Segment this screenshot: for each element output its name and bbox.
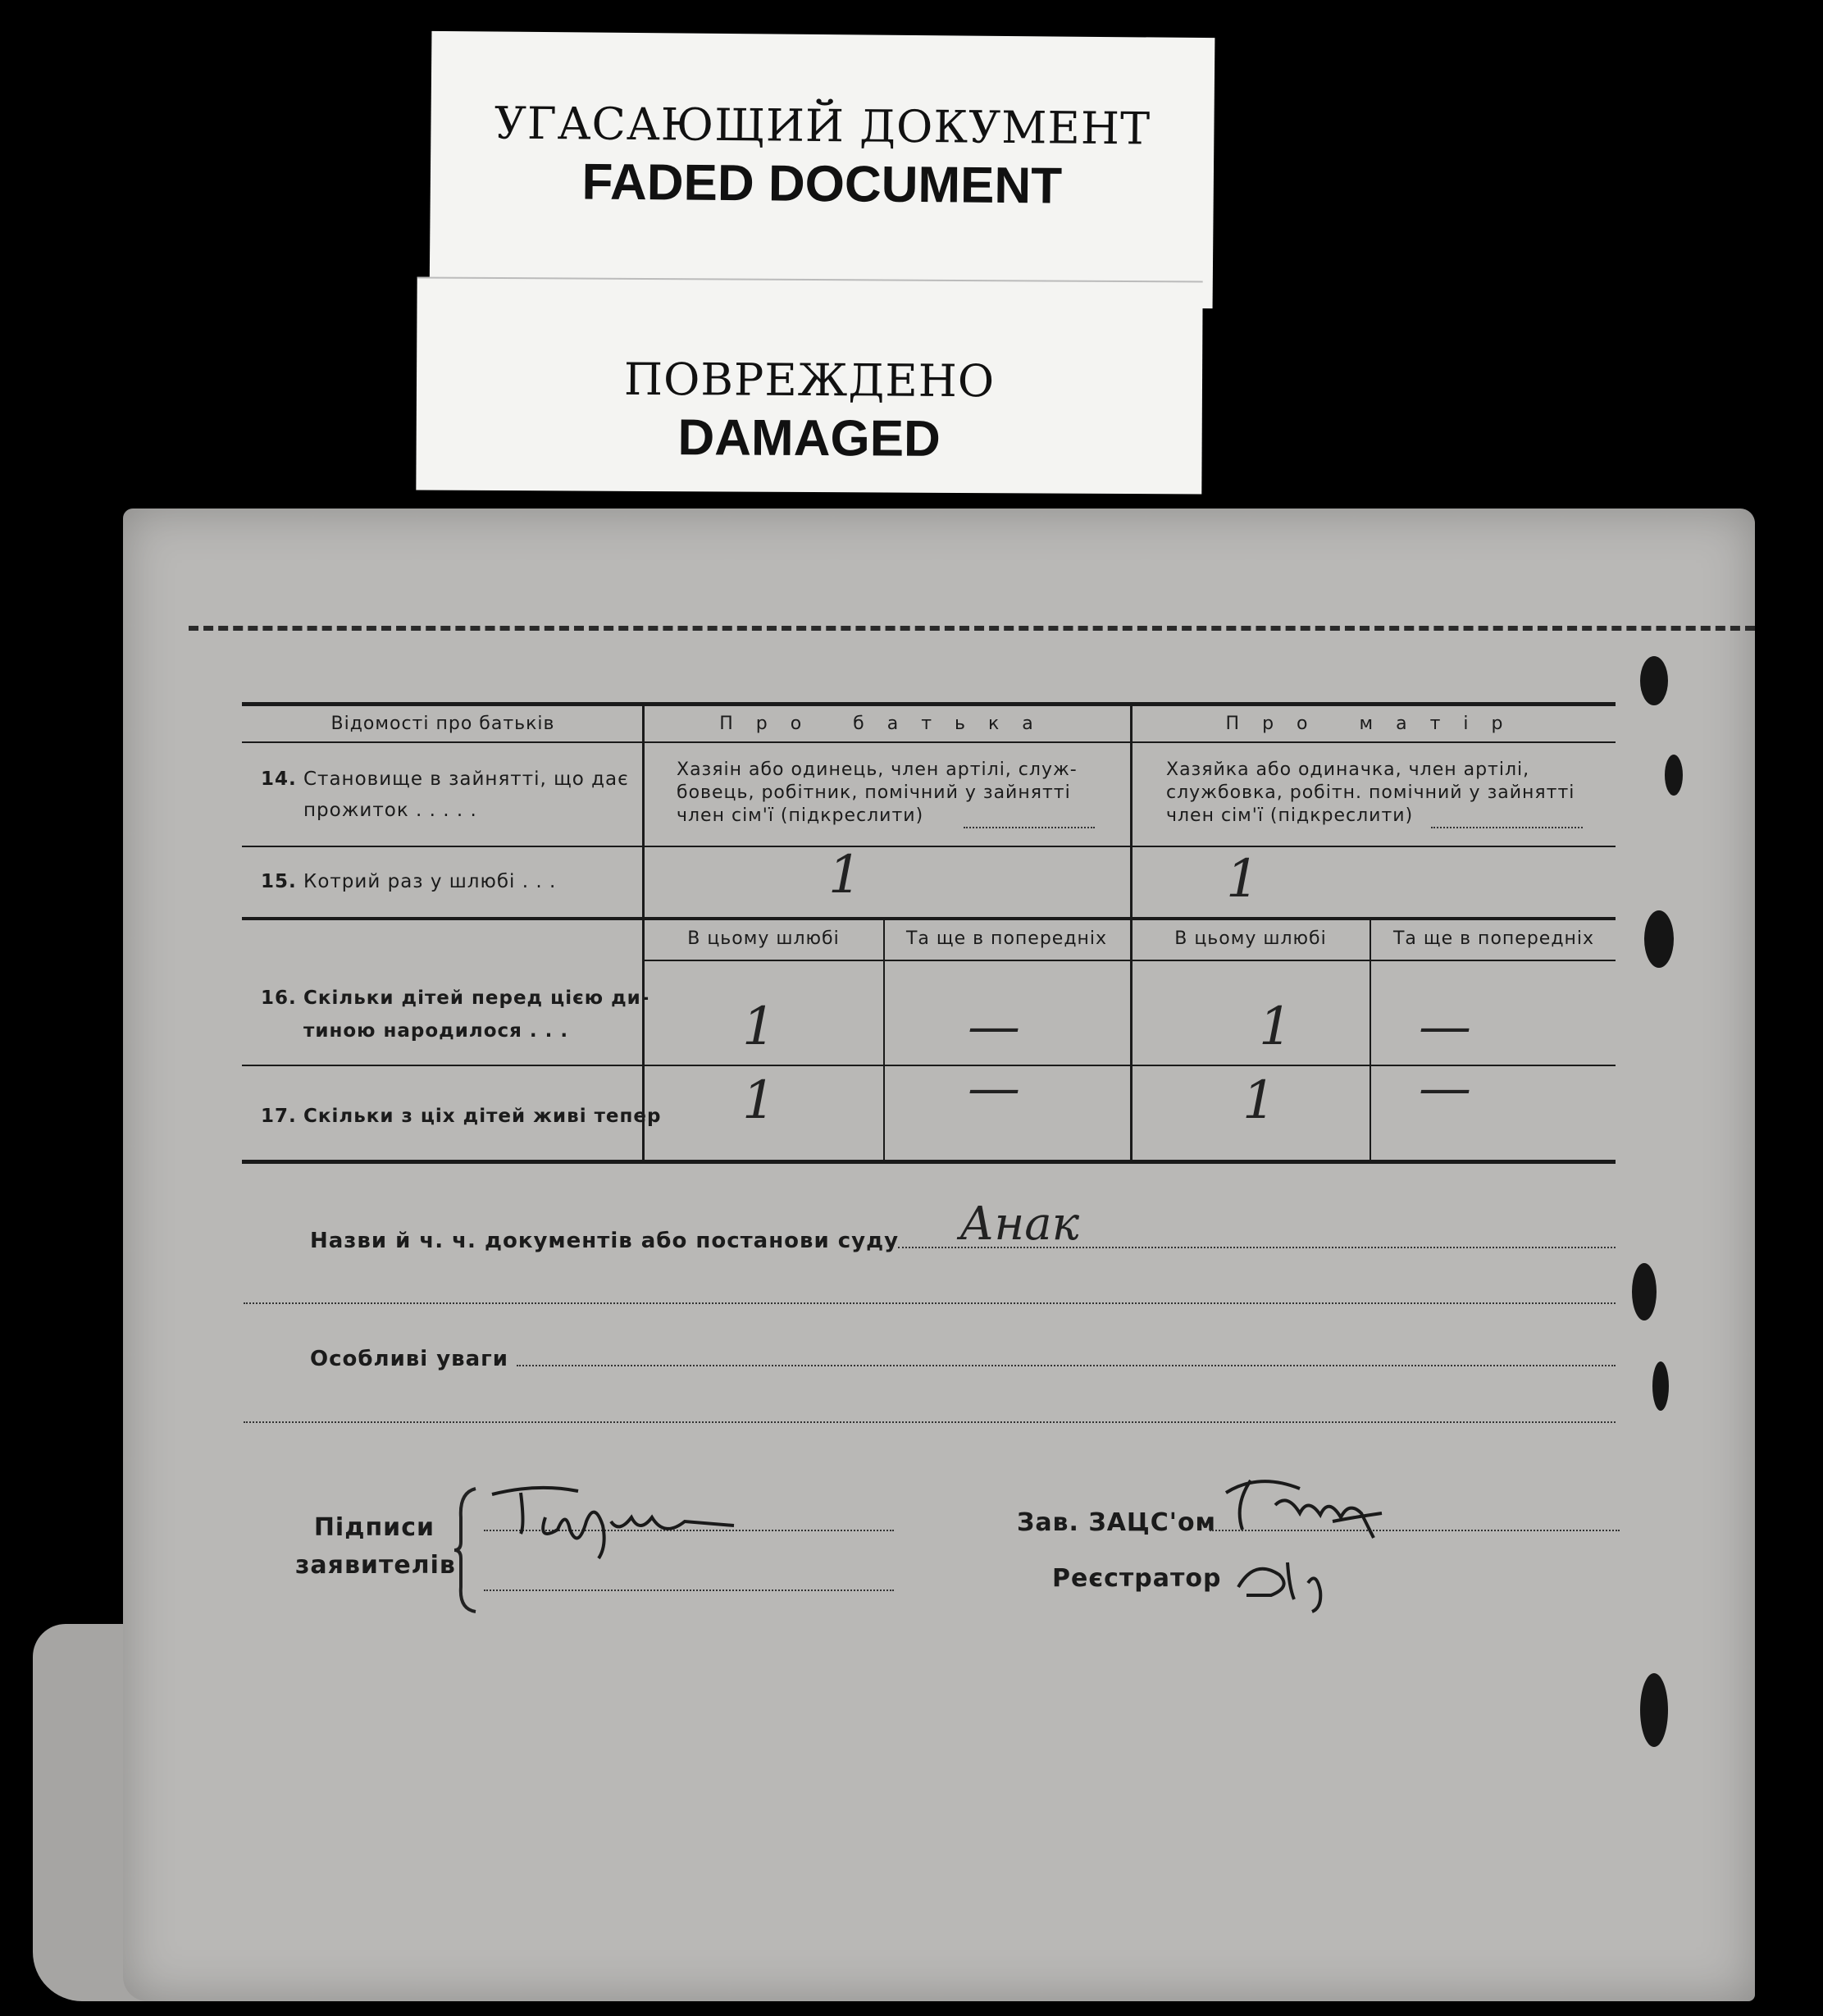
head-signature	[1210, 1456, 1423, 1546]
table-col-rule	[642, 704, 645, 1161]
damage-hole	[1640, 656, 1668, 705]
damaged-label-ru: ПОВРЕЖДЕНО	[623, 353, 996, 408]
table-col-rule	[1370, 920, 1371, 1161]
registrar-signature	[1230, 1542, 1394, 1616]
faded-label-ru: УГАСАЮЩИЙ ДОКУМЕНТ	[494, 97, 1151, 155]
table-bottom-rule	[242, 1160, 1616, 1164]
row16-number: 16.	[261, 987, 297, 1009]
table-col-rule	[1130, 704, 1133, 1161]
signatures-label-line2: заявителів	[295, 1551, 456, 1580]
registrar-label: Реєстратор	[1052, 1564, 1222, 1593]
damage-hole	[1652, 1361, 1669, 1411]
subheader-mother-previous: Та ще в попередніх	[1392, 928, 1595, 949]
subheader-father-previous: Та ще в попередніх	[905, 928, 1108, 949]
notes-label: Особливі уваги	[310, 1347, 508, 1371]
row17-father-prev: —	[968, 1058, 1020, 1119]
header-father: Про батька	[719, 714, 1056, 734]
head-label: Зав. ЗАЦС'ом	[1017, 1508, 1217, 1537]
damage-hole	[1632, 1263, 1657, 1320]
table-rule	[242, 1065, 1616, 1066]
table-rule	[242, 846, 1616, 847]
row14-mother-line3: член сім'ї (підкреслити)	[1166, 805, 1414, 826]
row14-mother-line2: службовка, робітн. помічний у зайнятті	[1166, 782, 1575, 803]
perforation-line	[189, 626, 1755, 631]
row14-label-line2: прожиток . . . . .	[303, 800, 477, 821]
documents-dotline	[898, 1247, 1616, 1248]
table-top-rule	[242, 702, 1616, 706]
damage-hole	[1644, 910, 1674, 968]
row15-number: 15.	[261, 871, 297, 892]
damage-hole	[1665, 755, 1683, 796]
header-parents: Відомості про батьків	[330, 714, 555, 734]
documents-value: Анак	[959, 1197, 1080, 1251]
row17-father-this: 1	[742, 1070, 776, 1131]
row17-mother-this: 1	[1242, 1070, 1276, 1131]
row14-mother-dotline	[1431, 827, 1583, 828]
row17-mother-prev: —	[1419, 1058, 1471, 1119]
row17-number: 17.	[261, 1106, 297, 1127]
row15-mother-value: 1	[1226, 849, 1260, 910]
row16-label-line2: тиною народилося . . .	[303, 1020, 569, 1042]
row15-father-value: 1	[828, 845, 862, 905]
table-rule	[242, 741, 1616, 743]
documents-label: Назви й ч. ч. документів або постанови суду	[310, 1229, 900, 1253]
documents-dotline-2	[244, 1302, 1616, 1304]
row16-label-line1: Скільки дітей перед цією ди-	[303, 987, 650, 1009]
notes-dotline	[517, 1365, 1616, 1366]
applicant-signature-line-2	[484, 1590, 894, 1591]
row16-father-prev: —	[968, 997, 1020, 1057]
table-rule	[242, 917, 1616, 920]
damaged-label-en: DAMAGED	[677, 409, 941, 468]
row14-mother-line1: Хазяйка або одиначка, член артілі,	[1166, 759, 1530, 780]
damage-hole	[1640, 1673, 1668, 1747]
subheader-father-this-marriage: В цьому шлюбі	[687, 928, 840, 949]
row14-father-line2: бовець, робітник, помічний у зайнятті	[677, 782, 1071, 803]
row16-father-this: 1	[742, 997, 776, 1057]
table-col-rule	[883, 920, 885, 1161]
row14-father-line3: член сім'ї (підкреслити)	[677, 805, 924, 826]
header-mother: Про матір	[1225, 714, 1526, 734]
row16-mother-this: 1	[1259, 997, 1292, 1057]
damaged-document-label	[416, 276, 1202, 494]
faded-label-en: FADED DOCUMENT	[581, 153, 1063, 215]
row17-label: Скільки з ціх дітей живі тепер	[303, 1106, 662, 1127]
signatures-label-line1: Підписи	[313, 1513, 435, 1542]
applicant-signature	[488, 1476, 750, 1567]
row15-label: Котрий раз у шлюбі . . .	[303, 871, 557, 892]
row14-number: 14.	[261, 769, 297, 790]
row14-father-dotline	[964, 827, 1095, 828]
row16-mother-prev: —	[1419, 997, 1471, 1057]
faded-document-label	[430, 31, 1215, 308]
subheader-mother-this-marriage: В цьому шлюбі	[1174, 928, 1327, 949]
notes-dotline-2	[244, 1421, 1616, 1423]
signatures-brace	[451, 1485, 484, 1616]
row14-father-line1: Хазяін або одинець, член артілі, служ-	[677, 759, 1078, 780]
row14-label-line1: Становище в зайнятті, що дає	[303, 769, 629, 790]
